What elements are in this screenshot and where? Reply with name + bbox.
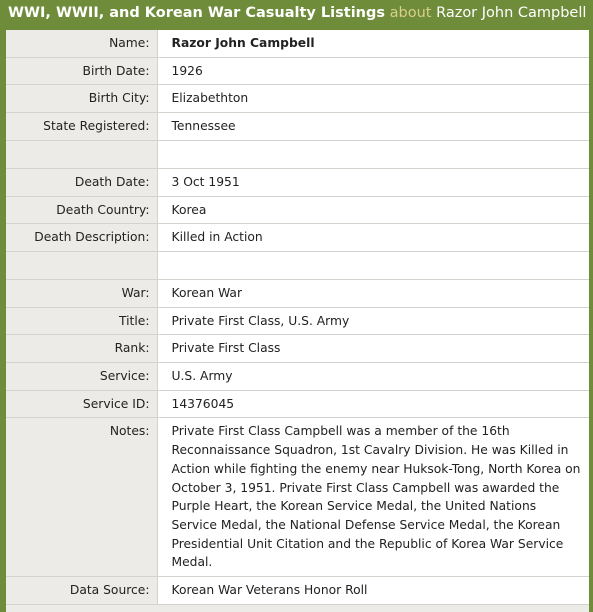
row-state-registered	[6, 113, 589, 141]
field-value: U.S. Army	[157, 363, 589, 391]
field-value: Korean War Veterans Honor Roll	[157, 577, 589, 605]
row-spacer	[6, 140, 589, 168]
field-value: Korean War	[157, 279, 589, 307]
field-label: State Registered:	[6, 113, 157, 141]
row-death-date	[6, 168, 589, 196]
row-name	[6, 30, 589, 57]
field-value	[157, 140, 589, 168]
panel-header	[0, 0, 593, 30]
field-label: Rank:	[6, 335, 157, 363]
field-value: Private First Class	[157, 335, 589, 363]
row-birth-city	[6, 85, 589, 113]
row-service	[6, 363, 589, 391]
field-value: 14376045	[157, 390, 589, 418]
field-value: Killed in Action	[157, 224, 589, 252]
field-value: Tennessee	[157, 113, 589, 141]
row-data-source	[6, 577, 589, 605]
row-war	[6, 279, 589, 307]
row-notes	[6, 418, 589, 577]
record-table	[6, 30, 589, 605]
row-death-description	[6, 224, 589, 252]
field-label: Name:	[6, 30, 157, 57]
field-label: Service:	[6, 363, 157, 391]
field-value: Korea	[157, 196, 589, 224]
field-label: Title:	[6, 307, 157, 335]
field-label: Notes:	[6, 418, 157, 577]
field-label	[6, 251, 157, 279]
row-birth-date	[6, 57, 589, 85]
field-value: 1926	[157, 57, 589, 85]
field-value: Elizabethton	[157, 85, 589, 113]
field-value: 3 Oct 1951	[157, 168, 589, 196]
field-value: Private First Class Campbell was a member of the 16th Reconnaissance Squadron, 1st Cavalry Division. He was Killed in Action while fighting the enemy near Huksok-Tong, North Korea on October 3, 1951. Private First Class Campbell was awarded the Purple Heart, the Korean Service Medal, the United Nations Service Medal, the National Defense Service Medal, the Korean Presidential Unit Citation and the Republic of Korea War Service Medal.	[157, 418, 589, 577]
row-spacer	[6, 251, 589, 279]
header-title: WWI, WWII, and Korean War Casualty Listings	[8, 5, 385, 21]
field-label: Birth Date:	[6, 57, 157, 85]
row-title	[6, 307, 589, 335]
header-person-name: Razor John Campbell	[436, 5, 587, 21]
field-label: Death Date:	[6, 168, 157, 196]
row-rank	[6, 335, 589, 363]
field-value: Private First Class, U.S. Army	[157, 307, 589, 335]
field-label: Service ID:	[6, 390, 157, 418]
field-value	[157, 251, 589, 279]
row-service-id	[6, 390, 589, 418]
field-label: War:	[6, 279, 157, 307]
header-about: about	[389, 5, 432, 21]
field-label: Death Description:	[6, 224, 157, 252]
field-label: Data Source:	[6, 577, 157, 605]
field-value: Razor John Campbell	[157, 30, 589, 57]
field-label: Birth City:	[6, 85, 157, 113]
record-container	[6, 30, 589, 612]
row-death-country	[6, 196, 589, 224]
field-label	[6, 140, 157, 168]
field-label: Death Country:	[6, 196, 157, 224]
